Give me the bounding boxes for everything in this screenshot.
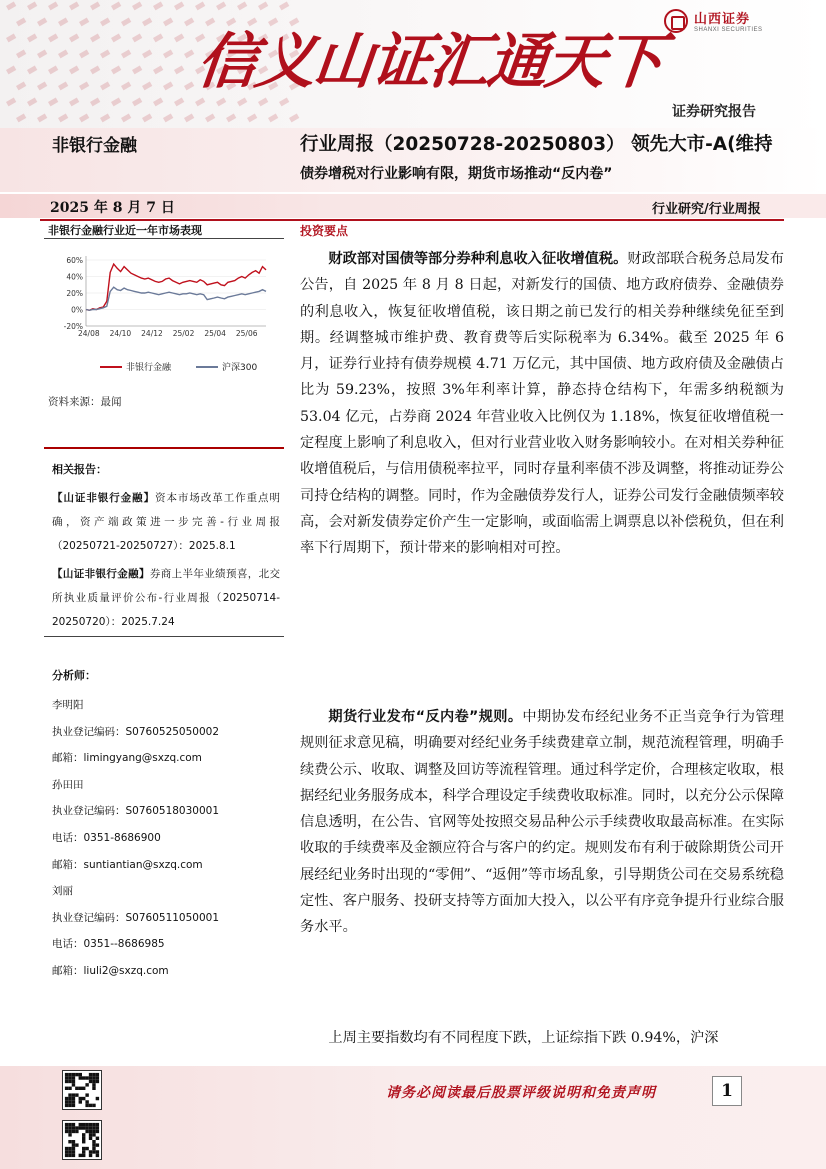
company-logo bbox=[664, 8, 763, 33]
paragraph-text: 财政部联合税务总局发布公告，自 2025 年 8 月 8 日起，对新发行的国债、地方政府债券、金融债券的利息收入，恢复征收增值税，该日期之前已发行的相关券种继续免征至到期。经调整城市维护费、教育费等后实际税率为 6.34%。截至 2025 年 6 月，证券行业持有债券规模 4.71 万亿元，其中国债、地方政府债及金融债占比为 59.23%，按照 3%年利率计算，静态持仓结构下，年需多纳税额为 53.04 亿元，占券商 2024 年营业收入比例仅为 1.18%，恢复征收增值税一定程度上影响了利息收入，但对行业营业收入财务影响较小。在对相关券种征收增值税后，与信用债税率拉平，同时存量利率债不涉及调整，将推动证券公司持仓结构的调整。同时，作为金融债券发行人，证券公司发行金融债频率较高，会对新发债券定价产生一定影响，或面临需上调票息以补偿税负，但在利率下行周期下，预计带来的影响相对可控。 bbox=[300, 251, 784, 557]
y-tick-label: 20% bbox=[66, 289, 83, 298]
x-tick-label: 24/08 bbox=[78, 329, 100, 338]
paragraph-lead: 财政部对国债等部分券种利息收入征收增值税。 bbox=[328, 251, 628, 267]
analyst-info-line: 刘丽 bbox=[52, 885, 73, 898]
market-performance-chart bbox=[44, 246, 274, 384]
legend-label: 非银行金融 bbox=[126, 363, 172, 373]
y-tick-label: 0% bbox=[71, 305, 83, 315]
page-number: 1 bbox=[712, 1076, 742, 1106]
qr-code-icon bbox=[62, 1120, 102, 1160]
paragraph-2 bbox=[300, 704, 784, 941]
chart-title: 非银行金融行业近一年市场表现 bbox=[48, 224, 202, 237]
analyst-info-line: 执业登记编码：S0760525050002 bbox=[52, 725, 220, 738]
report-type: 证券研究报告 bbox=[672, 104, 756, 120]
y-tick-label: 60% bbox=[66, 256, 83, 265]
x-tick-label: 25/02 bbox=[172, 329, 195, 338]
x-tick-label: 24/12 bbox=[141, 329, 163, 338]
y-tick-label: -20% bbox=[63, 322, 83, 331]
slogan: 信义山证汇通天下 bbox=[193, 27, 666, 97]
sector-name: 非银行金融 bbox=[52, 136, 137, 156]
x-tick-label: 25/06 bbox=[235, 329, 258, 338]
analyst-info-line: 执业登记编码：S0760518030001 bbox=[52, 805, 220, 818]
logo-name-en: SHANXI SECURITIES bbox=[694, 27, 763, 33]
report-subtitle: 债券增税对行业影响有限，期货市场推动“反内卷” bbox=[300, 166, 613, 182]
related-report-text: 资本市场改革工作重点明确，资产端政策进一步完善-行业周报（20250721-20250727）：2025.8.1 bbox=[52, 492, 281, 552]
related-report-text: 券商上半年业绩预喜，北交所执业质量评价公布-行业周报（20250714-20250720）：2025.7.24 bbox=[52, 568, 280, 628]
legend-label: 沪深300 bbox=[222, 363, 258, 373]
related-report-1[interactable] bbox=[52, 486, 280, 558]
paragraph-text: 中期协发布经纪业务不正当竞争行为管理规则征求意见稿，明确要对经纪业务手续费建章立制，规范流程管理，明确手续费公示、收取、调整及回访等流程管理。通过科学定价，合理核定收取，根据经纪业务服务成本，科学合理设定手续费收取标准。同时，以充分公示保障信息透明，在公告、官网等处按照交易品种公示手续费收取最高标准。在实际收取的手续费率及金额应符合与客户的约定。规则发布有利于破除期货公司开展经纪业务时出现的“零佣”、“返佣”等市场乱象，引导期货公司在交易系统稳定性、客户服务、投研支持等方面加大投入，以公平有序竞争提升行业综合服务水平。 bbox=[300, 709, 784, 936]
chart-source: 资料来源：最闻 bbox=[48, 396, 122, 408]
analysts-heading: 分析师： bbox=[52, 669, 96, 682]
related-reports-heading: 相关报告： bbox=[52, 463, 107, 476]
divider bbox=[44, 636, 284, 637]
logo-icon bbox=[664, 9, 688, 33]
analyst-info-line: 电话：0351-8686900 bbox=[52, 832, 161, 844]
report-title: 行业周报（20250728-20250803） 领先大市-A(维持 bbox=[300, 134, 773, 155]
related-report-label: 【山证非银行金融】 bbox=[52, 568, 150, 580]
qr-code-icon bbox=[62, 1070, 102, 1110]
report-date: 2025 年 8 月 7 日 bbox=[50, 200, 175, 216]
related-report-2[interactable] bbox=[52, 562, 280, 634]
series-line bbox=[86, 287, 266, 310]
paragraph-3: 上周主要指数均有不同程度下跌，上证综指下跌 0.94%，沪深 bbox=[328, 1030, 719, 1046]
paragraph-1 bbox=[300, 246, 784, 562]
analyst-info-line: 孙田田 bbox=[52, 778, 84, 791]
divider bbox=[44, 238, 284, 239]
divider bbox=[44, 447, 284, 449]
logo-name-cn: 山西证券 bbox=[694, 12, 751, 27]
related-report-label: 【山证非银行金融】 bbox=[52, 492, 156, 504]
analyst-info-line: 邮箱：limingyang@sxzq.com bbox=[52, 752, 202, 765]
analyst-info-line: 李明阳 bbox=[52, 699, 84, 711]
x-tick-label: 25/04 bbox=[204, 329, 226, 338]
analyst-info-line: 邮箱：liuli2@sxzq.com bbox=[52, 965, 169, 977]
analyst-info-line: 电话：0351--8686985 bbox=[52, 938, 165, 951]
key-points-heading: 投资要点 bbox=[300, 224, 349, 238]
divider bbox=[40, 219, 784, 221]
paragraph-lead: 期货行业发布“反内卷”规则。 bbox=[328, 709, 523, 725]
y-tick-label: 40% bbox=[66, 272, 83, 282]
x-tick-label: 24/10 bbox=[109, 329, 132, 338]
analyst-info-line: 邮箱：suntiantian@sxzq.com bbox=[52, 858, 203, 871]
section-tag: 行业研究/行业周报 bbox=[652, 202, 761, 217]
disclaimer[interactable]: 请务必阅读最后股票评级说明和免责声明 bbox=[386, 1085, 656, 1101]
analyst-info-line: 执业登记编码：S0760511050001 bbox=[52, 911, 220, 924]
